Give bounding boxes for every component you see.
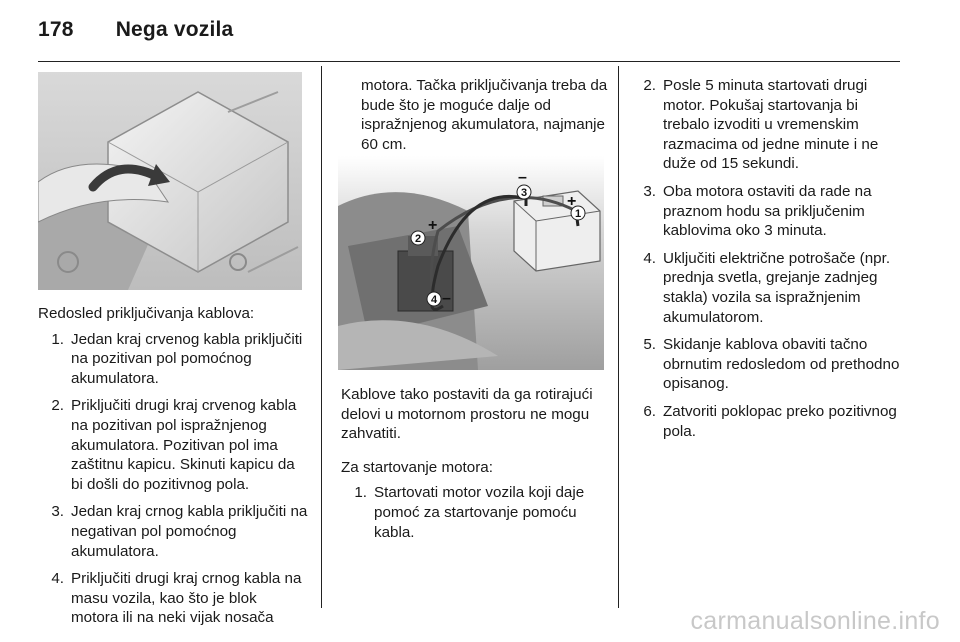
connection-order-intro: Redosled priključivanja kablova:	[38, 305, 255, 322]
list-item: 6. Zatvoriti poklopac preko pozitivnog pola.	[643, 402, 897, 440]
start-steps-list	[349, 483, 609, 542]
list-item: 4. Uključiti električne potrošače (npr. prednja svetla, grejanje zadnjeg stakla) vozila sa ispražnjenim akumulatorom.	[643, 249, 891, 326]
column-2	[341, 385, 609, 550]
cable-routing-note: Kablove tako postaviti da ga rotirajući delovi u motornom prostoru ne mogu zahvatiti.	[341, 386, 593, 443]
battery-cover-illustration	[38, 72, 302, 290]
list-item: 2. Posle 5 minuta startovati drugi motor. Pokušaj startovanja bi trebalo izvoditi u vremenskim razmacima od jedne minute i ne duže od 15 sekundi.	[643, 77, 879, 173]
list-item: 3. Oba motora ostaviti da rade na praznom hodu sa priključenim kablovima oko 3 minuta.	[643, 182, 872, 240]
callout-3: 3	[520, 187, 528, 199]
start-steps-list-continued	[638, 76, 908, 441]
positive-sign-helper: +	[567, 193, 577, 210]
list-item: 3. Jedan kraj crnog kabla priključiti na negativan pol pomoćnog akumulatora.	[51, 503, 308, 560]
page-header	[38, 18, 233, 42]
jump-start-diagram	[338, 156, 604, 370]
connection-steps-list	[46, 330, 308, 628]
negative-sign-helper: –	[518, 169, 527, 186]
start-heading: Za startovanje motora:	[341, 458, 493, 476]
column-2-continuation	[361, 76, 611, 154]
list-item: 1. Startovati motor vozila koji daje pomoć za startovanje pomoću kabla.	[354, 484, 585, 541]
list-item: 1. Jedan kraj crvenog kabla priključiti na pozitivan pol pomoćnog akumulatora.	[51, 330, 303, 387]
callout-2: 2	[414, 233, 422, 245]
column-divider-1	[321, 66, 322, 608]
negative-sign-ground: –	[442, 290, 451, 307]
column-1	[38, 304, 308, 636]
column-divider-2	[618, 66, 619, 608]
callout-1: 1	[574, 208, 582, 220]
callout-4: 4	[430, 294, 438, 306]
column-3	[638, 76, 908, 449]
header-rule	[38, 61, 900, 62]
continuation-text: motora. Tačka priključivanja treba da bude što je moguće dalje od ispražnjenog akumulatora, najmanje 60 cm.	[361, 77, 608, 153]
list-item: 2. Priključiti drugi kraj crvenog kabla na pozitivan pol ispražnjenog akumulatora. Pozitivan pol ima zaštitnu kapicu. Skinuti kapicu da bi došli do pozitivnog pola.	[51, 397, 297, 493]
watermark: carmanualsonline.info	[690, 607, 940, 635]
list-item: 5. Skidanje kablova obaviti tačno obrnutim redosledom od prethodno opisanog.	[643, 336, 900, 393]
page-number: 178	[38, 18, 74, 41]
positive-sign-discharged: +	[428, 217, 438, 234]
list-item: 4. Priključiti drugi kraj crnog kabla na masu vozila, kao što je blok motora ili na neki vijak nosača	[51, 570, 302, 627]
page-title: Nega vozila	[115, 18, 234, 41]
